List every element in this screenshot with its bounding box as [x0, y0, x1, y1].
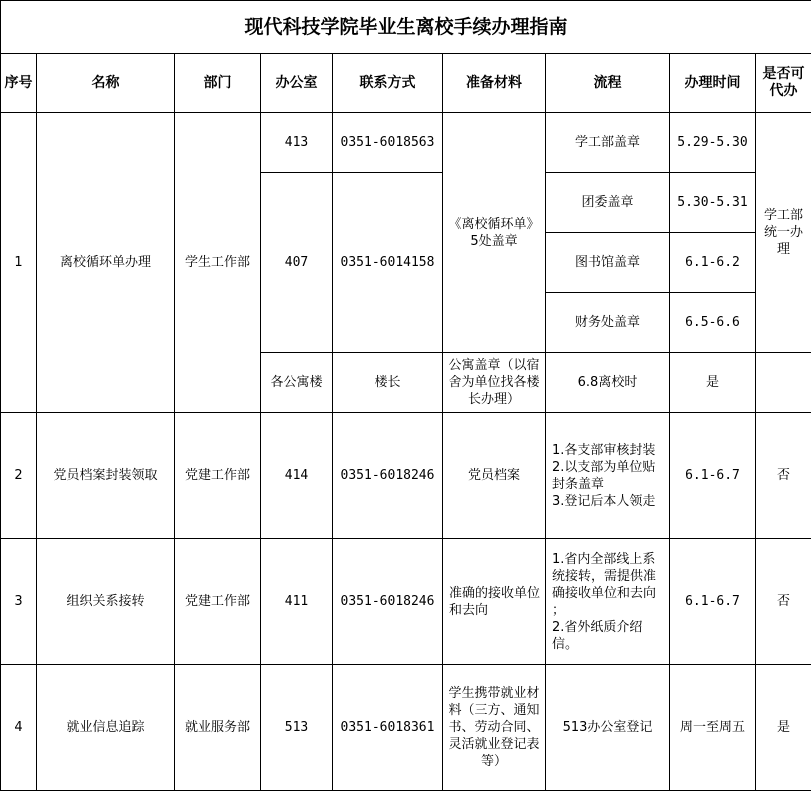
row2-name: 党员档案封装领取: [37, 413, 175, 539]
row1-flow-2: 团委盖章: [546, 173, 670, 233]
row1-proxy-last: 是: [670, 353, 756, 413]
row4-material: 学生携带就业材料（三方、通知书、劳动合同、灵活就业登记表等）: [443, 665, 546, 791]
row3-name: 组织关系接转: [37, 539, 175, 665]
row3-proxy: 否: [756, 539, 811, 665]
row3-flow: [546, 539, 670, 665]
row3-dept: 党建工作部: [175, 539, 261, 665]
row1-material: 《离校循环单》5处盖章: [443, 113, 546, 353]
row1-office-c: 各公寓楼: [261, 353, 333, 413]
row4-proxy: 是: [756, 665, 811, 791]
header-name: 名称: [37, 54, 175, 113]
row2-flow-line: 2.以支部为单位贴封条盖章: [552, 459, 656, 492]
row1-phone-a: 0351-6018563: [333, 113, 443, 173]
row1-proxy-main: 学工部统一办理: [756, 113, 811, 353]
row2-proxy: 否: [756, 413, 811, 539]
row4-no: 4: [1, 665, 37, 791]
row3-material: 准确的接收单位和去向: [443, 539, 546, 665]
row2-phone: 0351-6018246: [333, 413, 443, 539]
row1-time-1: 5.29-5.30: [670, 113, 756, 173]
row2-time: 6.1-6.7: [670, 413, 756, 539]
row4-flow: 513办公室登记: [546, 665, 670, 791]
row3-flow-line: 2.省外纸质介绍信。: [552, 619, 643, 652]
header-material: 准备材料: [443, 54, 546, 113]
row1-office-a: 413: [261, 113, 333, 173]
row3-time: 6.1-6.7: [670, 539, 756, 665]
row3-no: 3: [1, 539, 37, 665]
row1-flow-5: 公寓盖章（以宿舍为单位找各楼长办理）: [443, 353, 546, 413]
row1-time-3: 6.1-6.2: [670, 233, 756, 293]
header-dept: 部门: [175, 54, 261, 113]
row4-name: 就业信息追踪: [37, 665, 175, 791]
row1-flow-3: 图书馆盖章: [546, 233, 670, 293]
table-row: [1, 113, 811, 173]
table-row: [1, 539, 811, 665]
row4-office: 513: [261, 665, 333, 791]
row2-office: 414: [261, 413, 333, 539]
header-flow: 流程: [546, 54, 670, 113]
header-no: 序号: [1, 54, 37, 113]
row2-material: 党员档案: [443, 413, 546, 539]
table-row: [1, 665, 811, 791]
row1-phone-b: 0351-6014158: [333, 173, 443, 353]
row2-flow-line: 1.各支部审核封装: [552, 442, 656, 458]
row1-flow-1: 学工部盖章: [546, 113, 670, 173]
row1-time-4: 6.5-6.6: [670, 293, 756, 353]
row1-no: 1: [1, 113, 37, 413]
row3-flow-line: 1.省内全部线上系统接转，需提供准确接收单位和去向 ；: [552, 551, 657, 618]
row4-dept: 就业服务部: [175, 665, 261, 791]
header-time: 办理时间: [670, 54, 756, 113]
row1-office-b: 407: [261, 173, 333, 353]
header-proxy: 是否可代办: [756, 54, 811, 113]
row2-flow: [546, 413, 670, 539]
row2-no: 2: [1, 413, 37, 539]
row1-time-2: 5.30-5.31: [670, 173, 756, 233]
row1-flow-4: 财务处盖章: [546, 293, 670, 353]
header-office: 办公室: [261, 54, 333, 113]
row2-dept: 党建工作部: [175, 413, 261, 539]
row3-office: 411: [261, 539, 333, 665]
row1-dept: 学生工作部: [175, 113, 261, 413]
table-row: [1, 413, 811, 539]
row4-phone: 0351-6018361: [333, 665, 443, 791]
page-title: 现代科技学院毕业生离校手续办理指南: [1, 1, 811, 54]
row1-name: 离校循环单办理: [37, 113, 175, 413]
row1-phone-c: 楼长: [333, 353, 443, 413]
header-row: [1, 54, 811, 113]
row4-time: 周一至周五: [670, 665, 756, 791]
row2-flow-line: 3.登记后本人领走: [552, 493, 656, 509]
header-phone: 联系方式: [333, 54, 443, 113]
row1-time-5: 6.8离校时: [546, 353, 670, 413]
row3-phone: 0351-6018246: [333, 539, 443, 665]
